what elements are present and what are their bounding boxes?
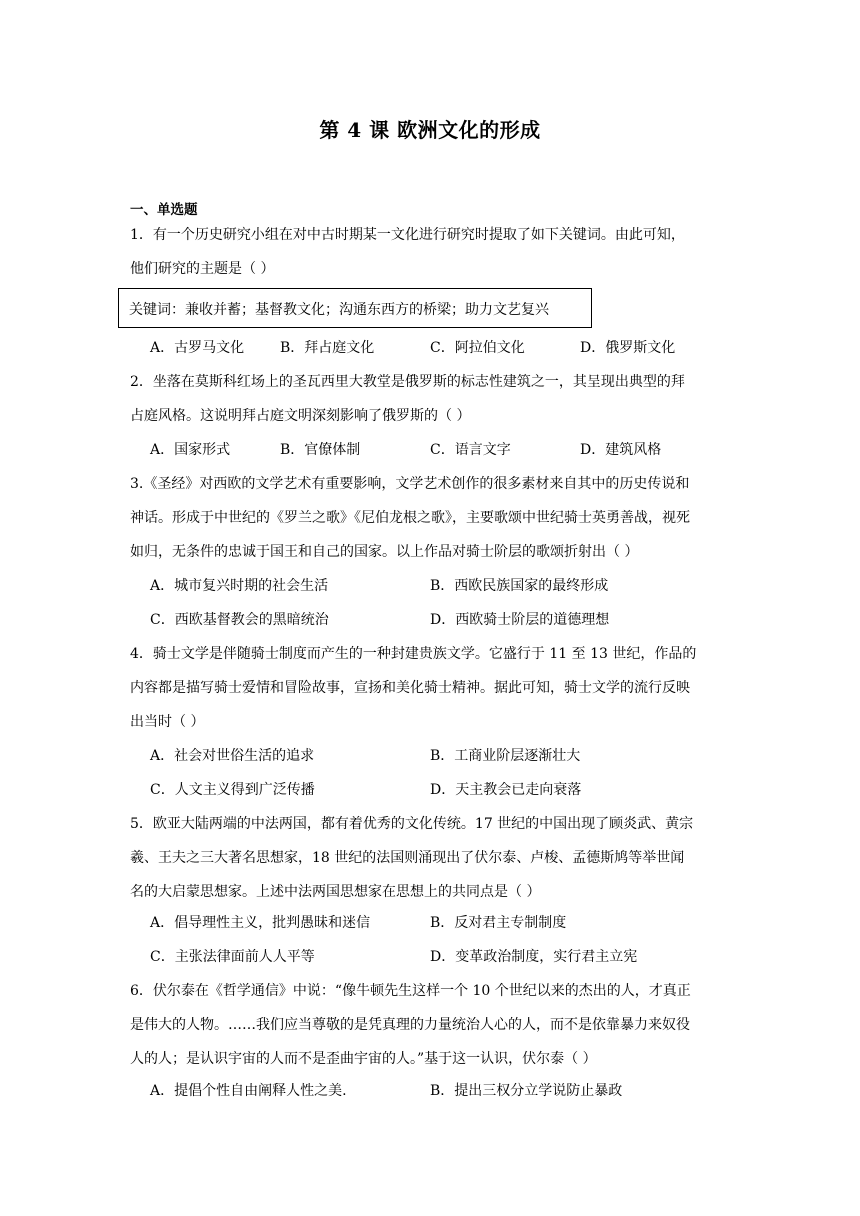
question-3-text: 3.《圣经》对西欧的文学艺术有重要影响，文学艺术创作的很多素材来自其中的历史传说和 [130, 476, 690, 492]
option-c: C．西欧基督教会的黑暗统治 [150, 612, 329, 628]
option-c: C．语言文字 [430, 442, 511, 458]
option-a: A．古罗马文化 [150, 340, 245, 356]
option-b: B．反对君主专制制度 [430, 915, 567, 931]
option-d: D．变革政治制度，实行君主立宪 [430, 949, 638, 965]
option-a: A．社会对世俗生活的追求 [150, 748, 315, 764]
option-d: D．建筑风格 [580, 442, 662, 458]
option-a: A．国家形式 [150, 442, 231, 458]
question-5-text-cont: 羲、王夫之三大著名思想家，18 世纪的法国则涌现出了伏尔泰、卢梭、孟德斯鸠等举世闻 [130, 850, 685, 866]
option-d: D．俄罗斯文化 [580, 340, 676, 356]
keywords-box [118, 288, 592, 328]
question-6-text-cont: 是伟大的人物。……我们应当尊敬的是凭真理的力量统治人心的人，而不是依靠暴力来奴役 [130, 1017, 690, 1033]
question-4-text: 4．骑士文学是伴随骑士制度而产生的一种封建贵族文学。它盛行于 11 至 13 世纪，作品的 [130, 646, 697, 662]
question-3-text-cont: 神话。形成于中世纪的《罗兰之歌》《尼伯龙根之歌》，主要歌颂中世纪骑士英勇善战，视死 [130, 510, 690, 526]
question-1-text-cont: 他们研究的主题是（ ） [130, 261, 275, 277]
question-6-text-cont: 人的人；是认识宇宙的人而不是歪曲宇宙的人。”基于这一认识，伏尔泰（ ） [130, 1051, 597, 1067]
option-a: A．倡导理性主义，批判愚昧和迷信 [150, 915, 371, 931]
option-b: B．工商业阶层逐渐壮大 [430, 748, 581, 764]
option-b: B．西欧民族国家的最终形成 [430, 578, 609, 594]
option-b: B．提出三权分立学说防止暴政 [430, 1083, 623, 1099]
question-4-text-cont: 内容都是描写骑士爱情和冒险故事，宣扬和美化骑士精神。据此可知，骑士文学的流行反映 [130, 680, 690, 696]
option-c: C．主张法律面前人人平等 [150, 949, 315, 965]
question-1-text: 1．有一个历史研究小组在对中古时期某一文化进行研究时提取了如下关键词。由此可知， [130, 227, 685, 243]
question-5-text: 5．欧亚大陆两端的中法两国，都有着优秀的文化传统。17 世纪的中国出现了顾炎武、黄宗 [130, 816, 694, 832]
question-3-text-cont: 如归，无条件的忠诚于国王和自己的国家。以上作品对骑士阶层的歌颂折射出（ ） [130, 544, 639, 560]
option-a: A．提倡个性自由阐释人性之美. [150, 1083, 347, 1099]
question-6-text: 6．伏尔泰在《哲学通信》中说：“像牛顿先生这样一个 10 个世纪以来的杰出的人，才真正 [130, 983, 691, 999]
option-b: B．拜占庭文化 [280, 340, 375, 356]
question-4-text-cont: 出当时（ ） [130, 714, 205, 730]
option-c: C．阿拉伯文化 [430, 340, 525, 356]
question-2-text-cont: 占庭风格。这说明拜占庭文明深刻影响了俄罗斯的（ ） [130, 408, 471, 424]
question-2-text: 2．坐落在莫斯科红场上的圣瓦西里大教堂是俄罗斯的标志性建筑之一，其呈现出典型的拜 [130, 374, 685, 390]
keywords-text: 关键词：兼收并蓄；基督教文化；沟通东西方的桥梁；助力文艺复兴 [129, 302, 549, 318]
question-5-text-cont: 名的大启蒙思想家。上述中法两国思想家在思想上的共同点是（ ） [130, 884, 541, 900]
section-heading: 一、单选题 [130, 202, 198, 218]
option-c: C．人文主义得到广泛传播 [150, 782, 315, 798]
option-a: A．城市复兴时期的社会生活 [150, 578, 329, 594]
option-d: D．西欧骑士阶层的道德理想 [430, 612, 610, 628]
page-title: 第 4 课 欧洲文化的形成 [319, 118, 541, 142]
option-d: D．天主教会已走向衰落 [430, 782, 582, 798]
option-b: B．官僚体制 [280, 442, 361, 458]
